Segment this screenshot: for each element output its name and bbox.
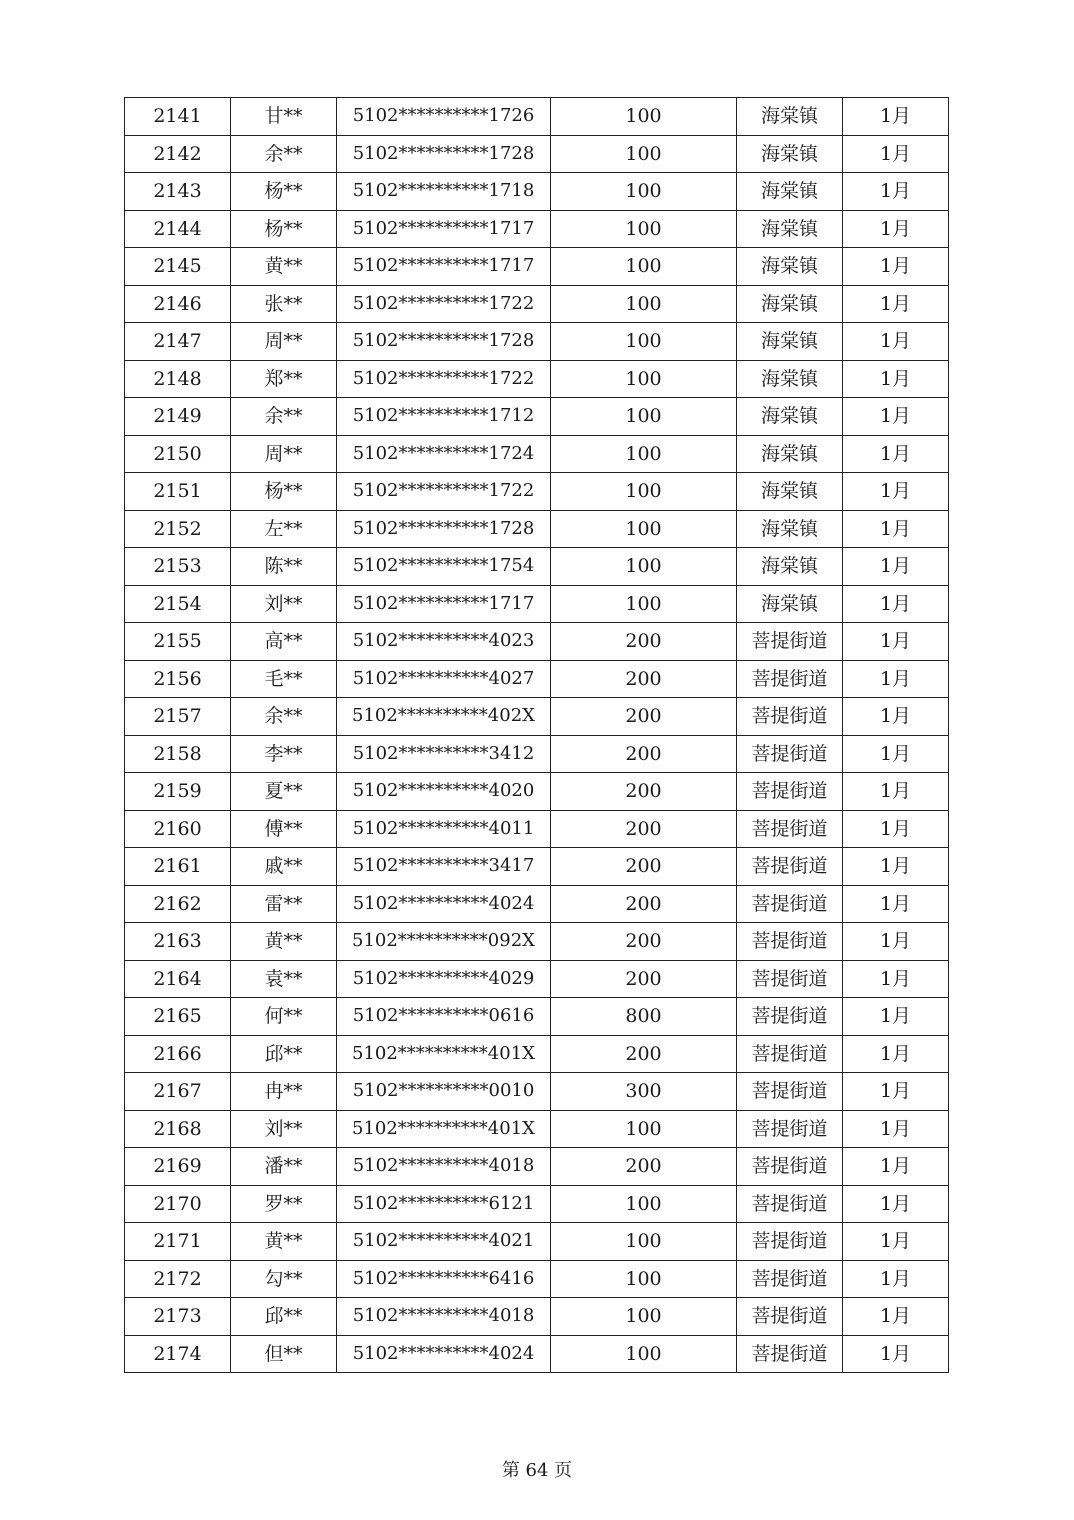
town-cell: 海棠镇 [737, 248, 843, 286]
id-number-cell: 5102**********4023 [337, 623, 551, 661]
name-cell: 毛** [231, 660, 337, 698]
month-cell: 1月 [843, 360, 949, 398]
name-cell: 黄** [231, 1223, 337, 1261]
town-cell: 海棠镇 [737, 435, 843, 473]
month-cell: 1月 [843, 548, 949, 586]
name-cell: 余** [231, 698, 337, 736]
month-cell: 1月 [843, 885, 949, 923]
name-cell: 邱** [231, 1298, 337, 1336]
id-number-cell: 5102**********3417 [337, 848, 551, 886]
month-cell: 1月 [843, 1260, 949, 1298]
id-number-cell: 5102**********0616 [337, 998, 551, 1036]
amount-cell: 200 [551, 698, 737, 736]
name-cell: 戚** [231, 848, 337, 886]
amount-cell: 200 [551, 848, 737, 886]
month-cell: 1月 [843, 510, 949, 548]
name-cell: 黄** [231, 923, 337, 961]
amount-cell: 200 [551, 623, 737, 661]
id-number-cell: 5102**********3412 [337, 735, 551, 773]
name-cell: 周** [231, 435, 337, 473]
serial-number-cell: 2171 [125, 1223, 231, 1261]
serial-number-cell: 2149 [125, 398, 231, 436]
id-number-cell: 5102**********4024 [337, 1335, 551, 1373]
serial-number-cell: 2167 [125, 1073, 231, 1111]
amount-cell: 300 [551, 1073, 737, 1111]
amount-cell: 100 [551, 98, 737, 136]
month-cell: 1月 [843, 1110, 949, 1148]
id-number-cell: 5102**********1717 [337, 248, 551, 286]
month-cell: 1月 [843, 585, 949, 623]
month-cell: 1月 [843, 1035, 949, 1073]
id-number-cell: 5102**********401X [337, 1035, 551, 1073]
serial-number-cell: 2158 [125, 735, 231, 773]
town-cell: 海棠镇 [737, 548, 843, 586]
id-number-cell: 5102**********1722 [337, 473, 551, 511]
town-cell: 海棠镇 [737, 173, 843, 211]
table-row [125, 585, 949, 623]
table-row [125, 98, 949, 136]
month-cell: 1月 [843, 135, 949, 173]
amount-cell: 200 [551, 810, 737, 848]
serial-number-cell: 2174 [125, 1335, 231, 1373]
serial-number-cell: 2163 [125, 923, 231, 961]
amount-cell: 200 [551, 885, 737, 923]
amount-cell: 100 [551, 1260, 737, 1298]
table-row [125, 510, 949, 548]
town-cell: 海棠镇 [737, 210, 843, 248]
town-cell: 菩提街道 [737, 1035, 843, 1073]
name-cell: 但** [231, 1335, 337, 1373]
serial-number-cell: 2170 [125, 1185, 231, 1223]
serial-number-cell: 2162 [125, 885, 231, 923]
id-number-cell: 5102**********4011 [337, 810, 551, 848]
town-cell: 菩提街道 [737, 623, 843, 661]
table-row [125, 1185, 949, 1223]
name-cell: 刘** [231, 1110, 337, 1148]
table-row [125, 698, 949, 736]
town-cell: 海棠镇 [737, 285, 843, 323]
name-cell: 傅** [231, 810, 337, 848]
id-number-cell: 5102**********401X [337, 1110, 551, 1148]
town-cell: 菩提街道 [737, 735, 843, 773]
serial-number-cell: 2165 [125, 998, 231, 1036]
name-cell: 黄** [231, 248, 337, 286]
serial-number-cell: 2157 [125, 698, 231, 736]
table-row [125, 660, 949, 698]
amount-cell: 100 [551, 548, 737, 586]
serial-number-cell: 2147 [125, 323, 231, 361]
town-cell: 菩提街道 [737, 1223, 843, 1261]
amount-cell: 100 [551, 473, 737, 511]
page-number: 第 64 页 [501, 1460, 573, 1481]
amount-cell: 100 [551, 173, 737, 211]
name-cell: 刘** [231, 585, 337, 623]
table-row [125, 1298, 949, 1336]
table-row [125, 360, 949, 398]
amount-cell: 200 [551, 660, 737, 698]
serial-number-cell: 2155 [125, 623, 231, 661]
serial-number-cell: 2144 [125, 210, 231, 248]
table-row [125, 810, 949, 848]
name-cell: 邱** [231, 1035, 337, 1073]
table-row [125, 1073, 949, 1111]
serial-number-cell: 2152 [125, 510, 231, 548]
serial-number-cell: 2156 [125, 660, 231, 698]
amount-cell: 100 [551, 1298, 737, 1336]
serial-number-cell: 2145 [125, 248, 231, 286]
month-cell: 1月 [843, 1185, 949, 1223]
name-cell: 左** [231, 510, 337, 548]
id-number-cell: 5102**********1722 [337, 285, 551, 323]
town-cell: 菩提街道 [737, 1298, 843, 1336]
table-row [125, 398, 949, 436]
month-cell: 1月 [843, 1223, 949, 1261]
month-cell: 1月 [843, 848, 949, 886]
amount-cell: 200 [551, 923, 737, 961]
town-cell: 菩提街道 [737, 848, 843, 886]
amount-cell: 100 [551, 248, 737, 286]
name-cell: 高** [231, 623, 337, 661]
id-number-cell: 5102**********1728 [337, 323, 551, 361]
serial-number-cell: 2148 [125, 360, 231, 398]
table-row [125, 248, 949, 286]
id-number-cell: 5102**********1717 [337, 210, 551, 248]
serial-number-cell: 2150 [125, 435, 231, 473]
id-number-cell: 5102**********1722 [337, 360, 551, 398]
id-number-cell: 5102**********0010 [337, 1073, 551, 1111]
id-number-cell: 5102**********1712 [337, 398, 551, 436]
serial-number-cell: 2146 [125, 285, 231, 323]
table-row [125, 285, 949, 323]
amount-cell: 100 [551, 585, 737, 623]
table-row [125, 1148, 949, 1186]
month-cell: 1月 [843, 285, 949, 323]
month-cell: 1月 [843, 1298, 949, 1336]
serial-number-cell: 2173 [125, 1298, 231, 1336]
name-cell: 勾** [231, 1260, 337, 1298]
month-cell: 1月 [843, 1335, 949, 1373]
town-cell: 菩提街道 [737, 698, 843, 736]
month-cell: 1月 [843, 248, 949, 286]
amount-cell: 100 [551, 510, 737, 548]
town-cell: 菩提街道 [737, 660, 843, 698]
id-number-cell: 5102**********4018 [337, 1148, 551, 1186]
serial-number-cell: 2151 [125, 473, 231, 511]
table-row [125, 1260, 949, 1298]
table-row [125, 623, 949, 661]
serial-number-cell: 2169 [125, 1148, 231, 1186]
month-cell: 1月 [843, 810, 949, 848]
serial-number-cell: 2172 [125, 1260, 231, 1298]
amount-cell: 100 [551, 323, 737, 361]
name-cell: 李** [231, 735, 337, 773]
name-cell: 冉** [231, 1073, 337, 1111]
table-row [125, 548, 949, 586]
id-number-cell: 5102**********1728 [337, 135, 551, 173]
town-cell: 海棠镇 [737, 360, 843, 398]
month-cell: 1月 [843, 623, 949, 661]
table-row [125, 435, 949, 473]
name-cell: 何** [231, 998, 337, 1036]
id-number-cell: 5102**********402X [337, 698, 551, 736]
table-row [125, 1035, 949, 1073]
name-cell: 杨** [231, 173, 337, 211]
town-cell: 菩提街道 [737, 1185, 843, 1223]
town-cell: 菩提街道 [737, 1073, 843, 1111]
id-number-cell: 5102**********6121 [337, 1185, 551, 1223]
month-cell: 1月 [843, 1148, 949, 1186]
serial-number-cell: 2164 [125, 960, 231, 998]
town-cell: 海棠镇 [737, 135, 843, 173]
town-cell: 菩提街道 [737, 1148, 843, 1186]
table-row [125, 1335, 949, 1373]
id-number-cell: 5102**********1754 [337, 548, 551, 586]
town-cell: 菩提街道 [737, 998, 843, 1036]
month-cell: 1月 [843, 698, 949, 736]
serial-number-cell: 2143 [125, 173, 231, 211]
amount-cell: 100 [551, 1223, 737, 1261]
name-cell: 罗** [231, 1185, 337, 1223]
serial-number-cell: 2168 [125, 1110, 231, 1148]
name-cell: 夏** [231, 773, 337, 811]
roster-table [124, 97, 949, 1373]
table-row [125, 998, 949, 1036]
table-row [125, 1110, 949, 1148]
month-cell: 1月 [843, 1073, 949, 1111]
name-cell: 杨** [231, 210, 337, 248]
month-cell: 1月 [843, 173, 949, 211]
serial-number-cell: 2142 [125, 135, 231, 173]
town-cell: 菩提街道 [737, 1110, 843, 1148]
amount-cell: 100 [551, 360, 737, 398]
serial-number-cell: 2154 [125, 585, 231, 623]
name-cell: 周** [231, 323, 337, 361]
table-row [125, 173, 949, 211]
id-number-cell: 5102**********1726 [337, 98, 551, 136]
town-cell: 海棠镇 [737, 398, 843, 436]
month-cell: 1月 [843, 960, 949, 998]
id-number-cell: 5102**********1717 [337, 585, 551, 623]
name-cell: 张** [231, 285, 337, 323]
amount-cell: 100 [551, 210, 737, 248]
name-cell: 杨** [231, 473, 337, 511]
month-cell: 1月 [843, 398, 949, 436]
id-number-cell: 5102**********1718 [337, 173, 551, 211]
amount-cell: 100 [551, 1335, 737, 1373]
town-cell: 菩提街道 [737, 1260, 843, 1298]
name-cell: 潘** [231, 1148, 337, 1186]
id-number-cell: 5102**********092X [337, 923, 551, 961]
month-cell: 1月 [843, 660, 949, 698]
table-row [125, 210, 949, 248]
name-cell: 余** [231, 398, 337, 436]
table-row [125, 923, 949, 961]
amount-cell: 100 [551, 435, 737, 473]
name-cell: 甘** [231, 98, 337, 136]
town-cell: 菩提街道 [737, 923, 843, 961]
id-number-cell: 5102**********4018 [337, 1298, 551, 1336]
id-number-cell: 5102**********1724 [337, 435, 551, 473]
serial-number-cell: 2166 [125, 1035, 231, 1073]
id-number-cell: 5102**********6416 [337, 1260, 551, 1298]
town-cell: 菩提街道 [737, 885, 843, 923]
id-number-cell: 5102**********4020 [337, 773, 551, 811]
serial-number-cell: 2153 [125, 548, 231, 586]
id-number-cell: 5102**********4027 [337, 660, 551, 698]
amount-cell: 800 [551, 998, 737, 1036]
town-cell: 菩提街道 [737, 1335, 843, 1373]
amount-cell: 100 [551, 398, 737, 436]
month-cell: 1月 [843, 323, 949, 361]
town-cell: 海棠镇 [737, 585, 843, 623]
roster-body [125, 98, 949, 1373]
name-cell: 郑** [231, 360, 337, 398]
town-cell: 菩提街道 [737, 810, 843, 848]
table-row [125, 773, 949, 811]
table-row [125, 848, 949, 886]
table-row [125, 473, 949, 511]
serial-number-cell: 2161 [125, 848, 231, 886]
month-cell: 1月 [843, 773, 949, 811]
name-cell: 袁** [231, 960, 337, 998]
month-cell: 1月 [843, 923, 949, 961]
town-cell: 菩提街道 [737, 960, 843, 998]
table-row [125, 323, 949, 361]
id-number-cell: 5102**********4029 [337, 960, 551, 998]
id-number-cell: 5102**********4021 [337, 1223, 551, 1261]
amount-cell: 100 [551, 285, 737, 323]
serial-number-cell: 2160 [125, 810, 231, 848]
amount-cell: 100 [551, 135, 737, 173]
table-row [125, 960, 949, 998]
town-cell: 海棠镇 [737, 510, 843, 548]
town-cell: 海棠镇 [737, 473, 843, 511]
town-cell: 海棠镇 [737, 323, 843, 361]
table-row [125, 735, 949, 773]
amount-cell: 200 [551, 960, 737, 998]
month-cell: 1月 [843, 473, 949, 511]
amount-cell: 200 [551, 735, 737, 773]
month-cell: 1月 [843, 998, 949, 1036]
amount-cell: 200 [551, 1035, 737, 1073]
month-cell: 1月 [843, 98, 949, 136]
id-number-cell: 5102**********4024 [337, 885, 551, 923]
table-row [125, 135, 949, 173]
month-cell: 1月 [843, 210, 949, 248]
name-cell: 余** [231, 135, 337, 173]
serial-number-cell: 2141 [125, 98, 231, 136]
month-cell: 1月 [843, 435, 949, 473]
table-row [125, 1223, 949, 1261]
town-cell: 菩提街道 [737, 773, 843, 811]
amount-cell: 100 [551, 1110, 737, 1148]
name-cell: 陈** [231, 548, 337, 586]
amount-cell: 200 [551, 773, 737, 811]
id-number-cell: 5102**********1728 [337, 510, 551, 548]
town-cell: 海棠镇 [737, 98, 843, 136]
serial-number-cell: 2159 [125, 773, 231, 811]
name-cell: 雷** [231, 885, 337, 923]
amount-cell: 200 [551, 1148, 737, 1186]
month-cell: 1月 [843, 735, 949, 773]
amount-cell: 100 [551, 1185, 737, 1223]
table-row [125, 885, 949, 923]
